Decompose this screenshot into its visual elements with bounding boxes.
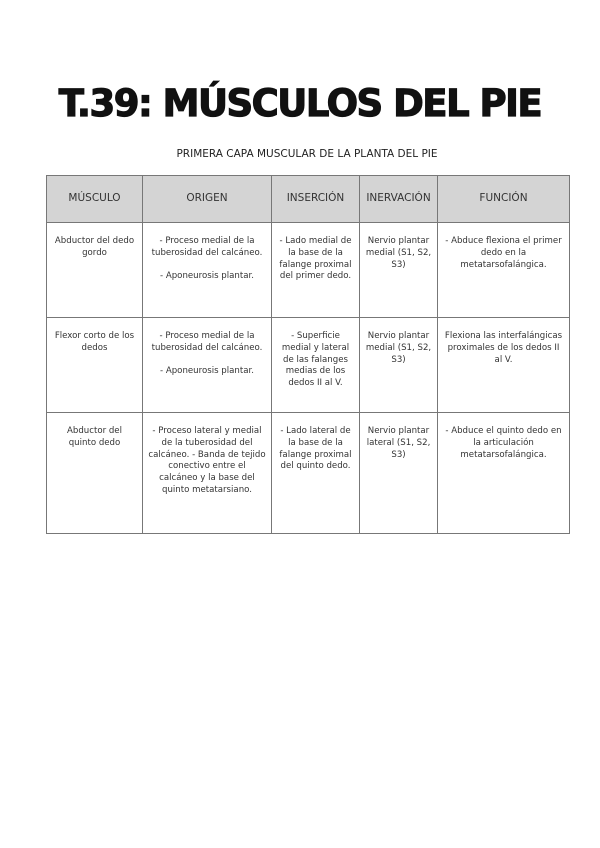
table-header-row	[47, 176, 570, 223]
cell-origen	[143, 318, 272, 413]
table-row	[47, 318, 570, 413]
origen-item: - Proceso medial de la tuberosidad del calcáneo.	[151, 331, 263, 353]
cell-musculo: Abductor del quinto dedo	[47, 413, 143, 534]
table-subtitle: PRIMERA CAPA MUSCULAR DE LA PLANTA DEL PIE	[176, 148, 438, 160]
origen-item: - Proceso medial de la tuberosidad del calcáneo.	[151, 236, 263, 258]
page-title: T.39: MÚSCULOS DEL PIE	[58, 82, 542, 125]
table-row	[47, 223, 570, 318]
origen-item: - Aponeurosis plantar.	[160, 365, 254, 376]
origen-item: - Proceso lateral y medial de la tuberosidad del calcáneo. - Banda de tejido conectivo entre el calcáneo y la base del quinto metatarsiano.	[148, 426, 266, 495]
cell-musculo: Abductor del dedo gordo	[47, 223, 143, 318]
cell-insercion: - Lado lateral de la base de la falange proximal del quinto dedo.	[272, 413, 360, 534]
header-musculo: MÚSCULO	[47, 176, 143, 223]
cell-origen	[143, 413, 272, 534]
header-inervacion: INERVACIÓN	[360, 176, 438, 223]
muscles-table	[46, 175, 570, 534]
cell-funcion: - Abduce el quinto dedo en la articulación metatarsofalángica.	[438, 413, 570, 534]
cell-inervacion: Nervio plantar lateral (S1, S2, S3)	[360, 413, 438, 534]
table-row	[47, 413, 570, 534]
origen-item: - Aponeurosis plantar.	[160, 270, 254, 281]
cell-origen	[143, 223, 272, 318]
cell-inervacion: Nervio plantar medial (S1, S2, S3)	[360, 318, 438, 413]
cell-insercion: - Lado medial de la base de la falange proximal del primer dedo.	[272, 223, 360, 318]
cell-inervacion: Nervio plantar medial (S1, S2, S3)	[360, 223, 438, 318]
header-insercion: INSERCIÓN	[272, 176, 360, 223]
header-funcion: FUNCIÓN	[438, 176, 570, 223]
cell-musculo: Flexor corto de los dedos	[47, 318, 143, 413]
header-origen: ORIGEN	[143, 176, 272, 223]
cell-insercion: - Superficie medial y lateral de las falanges medias de los dedos II al V.	[272, 318, 360, 413]
cell-funcion: Flexiona las interfalángicas proximales de los dedos II al V.	[438, 318, 570, 413]
cell-funcion: - Abduce flexiona el primer dedo en la metatarsofalángica.	[438, 223, 570, 318]
